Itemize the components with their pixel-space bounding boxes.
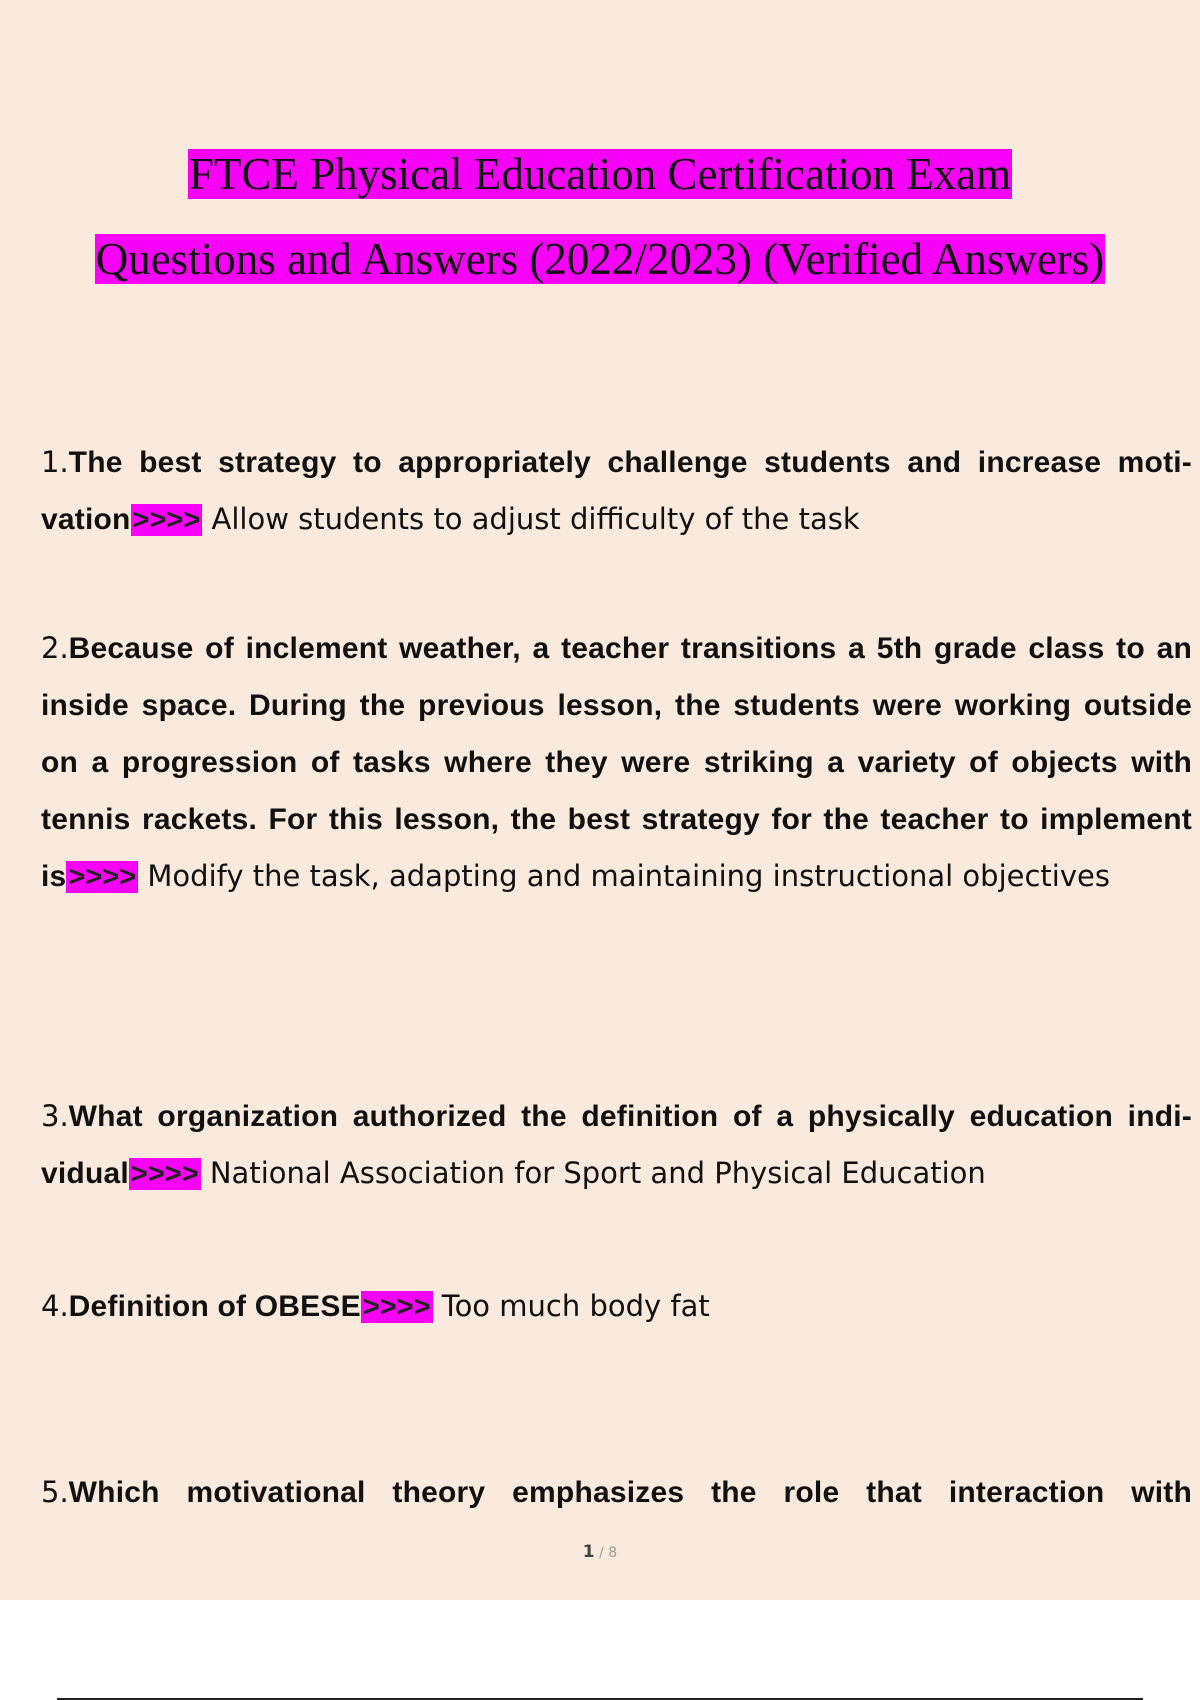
title-line-2-text: Questions and Answers (2022/2023) (Verified Answers): [95, 234, 1105, 284]
question-number: 3.: [41, 1099, 69, 1133]
answer-text: Allow students to adjust difficulty of the task: [211, 502, 860, 536]
document-title: [0, 132, 1200, 302]
answer-text: National Association for Sport and Physical Education: [209, 1156, 986, 1190]
question-text: Because of inclement weather, a teacher transitions a 5th grade class to an inside space. During the previous lesson, the students were working outside on a progression of tasks where they were striking a variety of objects with tennis rackets. For this lesson, the best strategy for the teacher to implement is: [41, 632, 1192, 893]
question-text: The best strategy to appropriately challenge students and increase moti- vation: [41, 446, 1192, 536]
question-number: 1.: [41, 445, 69, 479]
page-indicator: [0, 1542, 1200, 1562]
answer-text: Too much body fat: [441, 1289, 710, 1323]
question-text: Which motivational theory emphasizes the role that interaction with: [68, 1476, 1192, 1509]
question-number: 4.: [41, 1289, 69, 1323]
answer-separator: >>>>: [362, 1291, 431, 1323]
answer-separator: >>>>: [68, 861, 137, 893]
question-number: 2.: [41, 631, 69, 665]
qa-item-5: [41, 1464, 1192, 1521]
page-current: 1: [582, 1542, 595, 1562]
qa-item-4: [41, 1278, 1192, 1335]
answer-text: Modify the task, adapting and maintaining instructional objectives: [147, 859, 1110, 893]
question-text: What organization authorized the definition of a physically education indi- vidual: [41, 1100, 1192, 1190]
title-line-1: [0, 132, 1200, 217]
answer-separator: >>>>: [130, 1158, 199, 1190]
question-text: Definition of OBESE: [68, 1290, 361, 1323]
qa-item-2: [41, 620, 1192, 905]
answer-separator: >>>>: [132, 504, 201, 536]
page-separator: /: [594, 1545, 609, 1561]
title-line-2: [0, 217, 1200, 302]
question-number: 5.: [41, 1475, 69, 1509]
title-line-1-text: FTCE Physical Education Certification Exam: [188, 149, 1012, 199]
page-total: 8: [608, 1545, 618, 1561]
qa-item-1: [41, 434, 1192, 548]
qa-item-3: [41, 1088, 1192, 1202]
